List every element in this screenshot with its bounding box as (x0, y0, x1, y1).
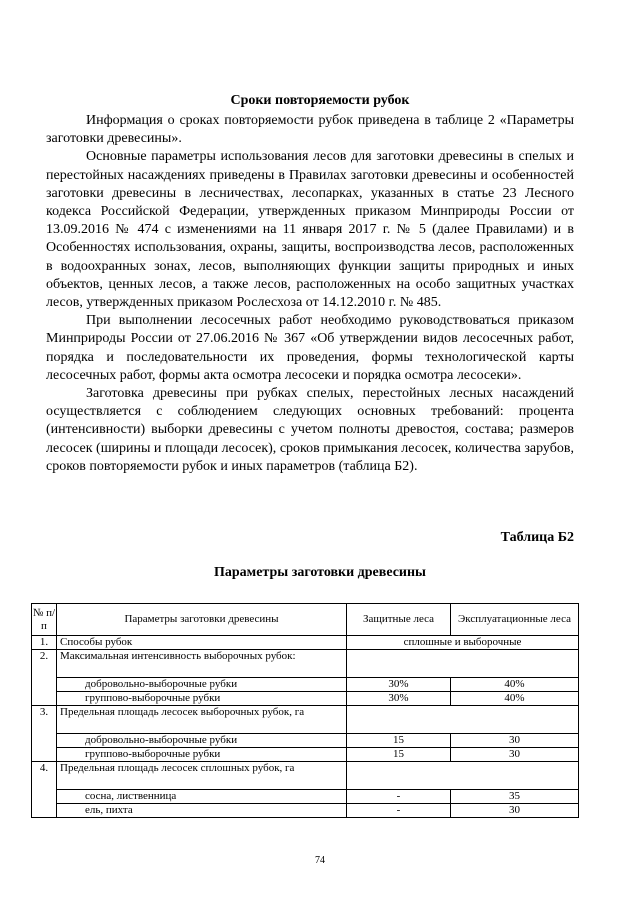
table-header-row (32, 604, 579, 636)
subrow-exploitation: 30 (451, 734, 579, 748)
table-title: Параметры заготовки древесины (214, 565, 426, 580)
subrow-protective: 15 (347, 734, 451, 748)
row-empty-cell (347, 762, 579, 790)
subrow-protective: - (347, 804, 451, 818)
subrow-param: группово-выборочные рубки (57, 692, 347, 706)
paragraph: Основные параметры использования лесов для заготовки древесины в спелых и перестойных насаждениях приведены в Правилах заготовки древесины и особенностей заготовки древесины в лесничествах, лесопарках, указанных в статье 23 Лесного кодекса Российской Федерации, утвержденных приказом Минприроды России от 13.09.2016 № 474 с изменениями на 11 января 2017 г. № 5 (далее Правилами) и в Особенностях использования, охраны, защиты, воспроизводства лесов, расположенных в водоохранных зонах, лесов, выполняющих функции защиты природных и иных объектов, ценных лесов, а также лесов, расположенных на особо защитных участках лесов, утвержденных приказом Рослесхоза от 14.12.2010 г. № 485. (46, 149, 574, 311)
table-subrow (32, 748, 579, 762)
subrow-protective: 30% (347, 678, 451, 692)
subrow-protective: 30% (347, 692, 451, 706)
paragraph: При выполнении лесосечных работ необходимо руководствоваться приказом Минприроды России от 27.06.2016 № 367 «Об утверждении видов лесосечных работ, порядка и последовательности их проведения, формы технологической карты лесосечных работ, формы акта осмотра лесосеки и порядка осмотра лесосеки». (46, 313, 574, 383)
subrow-exploitation: 40% (451, 692, 579, 706)
row-param: Максимальная интенсивность выборочных рубок: (57, 650, 347, 678)
row-num: 3. (32, 706, 57, 762)
table-subrow (32, 804, 579, 818)
header-param: Параметры заготовки древесины (57, 604, 347, 636)
subrow-protective: - (347, 790, 451, 804)
table-label: Таблица Б2 (500, 530, 574, 545)
row-param: Способы рубок (57, 636, 347, 650)
row-empty-cell (347, 706, 579, 734)
subrow-exploitation: 30 (451, 748, 579, 762)
row-num: 4. (32, 762, 57, 818)
subrow-param: ель, пихта (57, 804, 347, 818)
table-subrow (32, 692, 579, 706)
body-text (46, 112, 574, 476)
row-num: 1. (32, 636, 57, 650)
section-title: Сроки повторяемости рубок (230, 93, 410, 108)
subrow-exploitation: 30 (451, 804, 579, 818)
parameters-table (31, 603, 579, 818)
table-subrow (32, 734, 579, 748)
header-protective: Защитные леса (347, 604, 451, 636)
header-exploitation: Эксплуатационные леса (451, 604, 579, 636)
table-row (32, 762, 579, 790)
subrow-param: группово-выборочные рубки (57, 748, 347, 762)
row-param: Предельная площадь лесосек выборочных рубок, га (57, 706, 347, 734)
table-row (32, 650, 579, 678)
row-empty-cell (347, 650, 579, 678)
subrow-exploitation: 35 (451, 790, 579, 804)
row-param: Предельная площадь лесосек сплошных рубок, га (57, 762, 347, 790)
subrow-exploitation: 40% (451, 678, 579, 692)
row-merged-value: сплошные и выборочные (347, 636, 579, 650)
subrow-param: добровольно-выборочные рубки (57, 734, 347, 748)
paragraph: Информация о сроках повторяемости рубок приведена в таблице 2 «Параметры заготовки древесины». (46, 113, 574, 147)
subrow-param: добровольно-выборочные рубки (57, 678, 347, 692)
subrow-param: сосна, лиственница (57, 790, 347, 804)
paragraph: Заготовка древесины при рубках спелых, перестойных лесных насаждений осуществляется с соблюдением следующих основных требований: процента (интенсивности) выборки древесины с учетом полноты древостоя, состава; размеров лесосек (ширины и площади лесосек), сроков примыкания лесосек, количества зарубов, сроков повторяемости рубок и иных параметров (таблица Б2). (46, 386, 574, 474)
header-num: № п/п (32, 604, 57, 636)
row-num: 2. (32, 650, 57, 706)
table-row (32, 636, 579, 650)
subrow-protective: 15 (347, 748, 451, 762)
page-number: 74 (315, 855, 325, 866)
table-subrow (32, 790, 579, 804)
table-row (32, 706, 579, 734)
table-subrow (32, 678, 579, 692)
